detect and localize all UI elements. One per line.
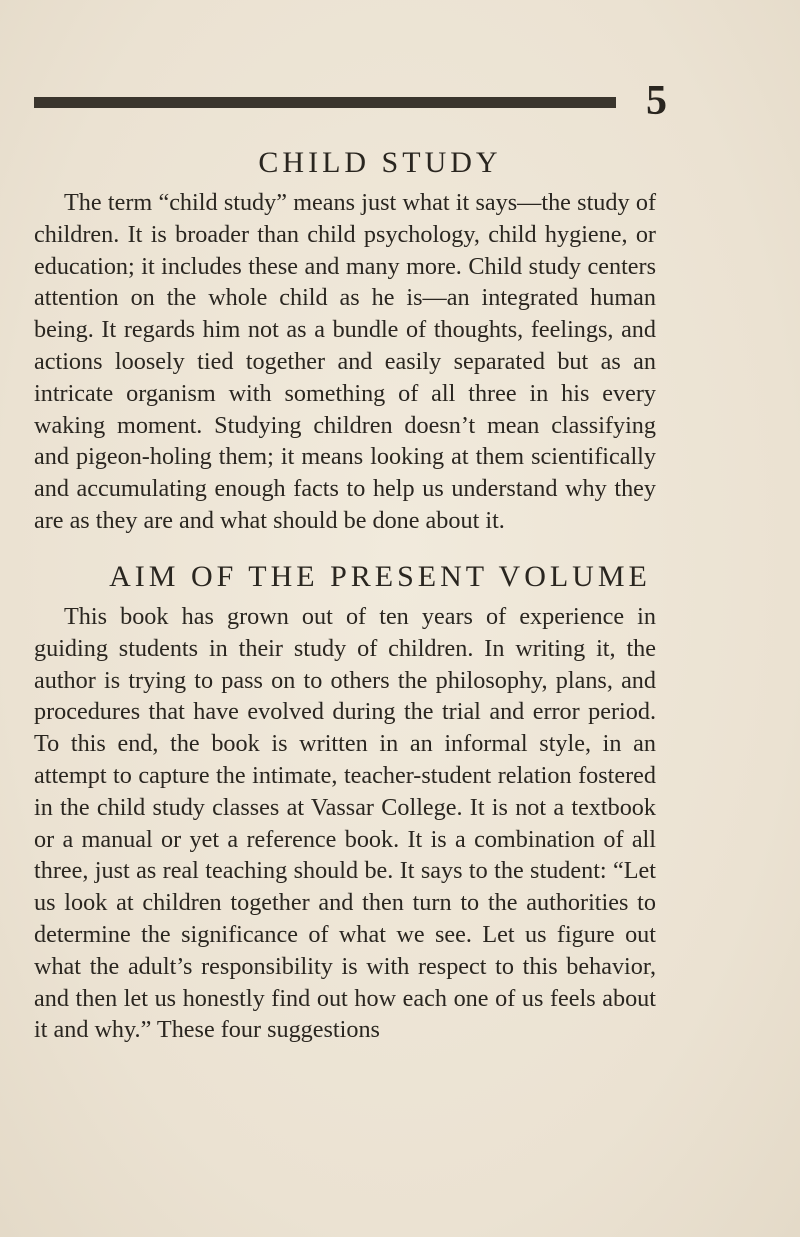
page-number: 5 xyxy=(646,78,667,124)
paragraph-aim: This book has grown out of ten years of experience in guiding students in their study of children. In writing it, the author is trying to pass on to others the philosophy, plans, and procedures that have evolved during the trial and error period. To this end, the book is written in an informal style, in an attempt to capture the intimate, teacher-student relation fostered in the child study classes at Vassar College. It is not a textbook or a manual or yet a reference book. It is a combination of all three, just as real teaching should be. It says to the student: “Let us look at children together and then turn to the authorities to determine the significance of what we see. Let us figure out what the adult’s responsibility is with respect to this behavior, and then let us honestly find out how each one of us feels about it and why.” These four suggestions xyxy=(34,603,656,1044)
paragraph-child-study: The term “child study” means just what it says—the study of children. It is broader than child psychology, child hygiene, or education; it includes these and many more. Child study centers attention on the whole child as he is—an integrated human being. It regards him not as a bundle of thoughts, feelings, and actions loosely tied together and easily separated but as an intricate organism with something of all three in his every waking moment. Studying children doesn’t mean classifying and pigeon-holing them; it means looking at them scientifically and accumulating enough facts to help us understand why they are as they are and what should be done about it. xyxy=(34,189,656,534)
header-rule xyxy=(34,97,616,108)
section-heading-child-study: CHILD STUDY xyxy=(258,146,502,179)
section-heading-aim: AIM OF THE PRESENT VOLUME xyxy=(109,560,651,593)
